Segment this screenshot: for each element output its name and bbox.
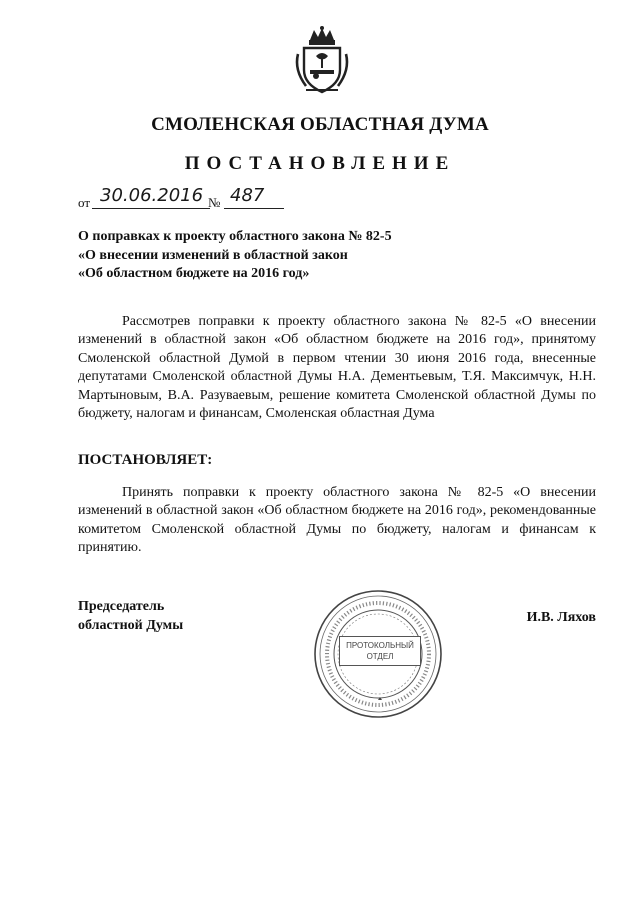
stamp-label xyxy=(339,636,421,666)
coat-of-arms-emblem xyxy=(290,26,354,96)
document-number: 487 xyxy=(224,184,284,209)
stamp-label-line: ПРОТОКОЛЬНЫЙ xyxy=(346,641,414,650)
resolution-paragraph: Принять поправки к проекту областного закона № 82-5 «О внесении изменений в областной закон «Об областном бюджете на 2016 год», рекомендованные комитетом Смоленской областной Думы по бюджету, налогам и финансам к принятию. xyxy=(78,485,596,556)
number-prefix: № xyxy=(208,195,221,210)
document-date: 30.06.2016 xyxy=(92,184,210,209)
resolve-heading: ПОСТАНОВЛЯЕТ: xyxy=(78,452,213,468)
signatory-title-line: областной Думы xyxy=(78,618,184,633)
signatory-title xyxy=(78,597,183,635)
document-type-title: ПОСТАНОВЛЕНИЕ xyxy=(184,153,456,174)
subject-line: «О внесении изменений в областной закон xyxy=(78,247,348,263)
subject-line: «Об областном бюджете на 2016 год» xyxy=(78,266,310,281)
signatory-title-line: Председатель xyxy=(78,599,165,614)
date-number-line xyxy=(78,186,378,212)
signatory-name: И.В. Ляхов xyxy=(526,610,596,625)
organization-title: СМОЛЕНСКАЯ ОБЛАСТНАЯ ДУМА xyxy=(151,114,489,135)
stamp-label-line: ОТДЕЛ xyxy=(366,652,394,661)
subject-line: О поправках к проекту областного закона № 82-5 xyxy=(78,229,392,244)
preamble-paragraph: Рассмотрев поправки к проекту областного закона № 82-5 «О внесении изменений в областной закон «Об областном бюджете на 2016 год», принятому Смоленской областной Думой в первом чтении 30 июня 2016 года, внесенные депутатами Смоленской областной Думы Н.А. Дементьевым, Т.Я. Максимчук, Н.Н. Мартыновым, В.А. Разуваевым, решение комитета Смоленской областной Думы по бюджету, налогам и финансам, Смоленская областная Дума xyxy=(78,314,596,422)
date-prefix: от xyxy=(78,195,91,210)
document-subject xyxy=(78,228,392,284)
